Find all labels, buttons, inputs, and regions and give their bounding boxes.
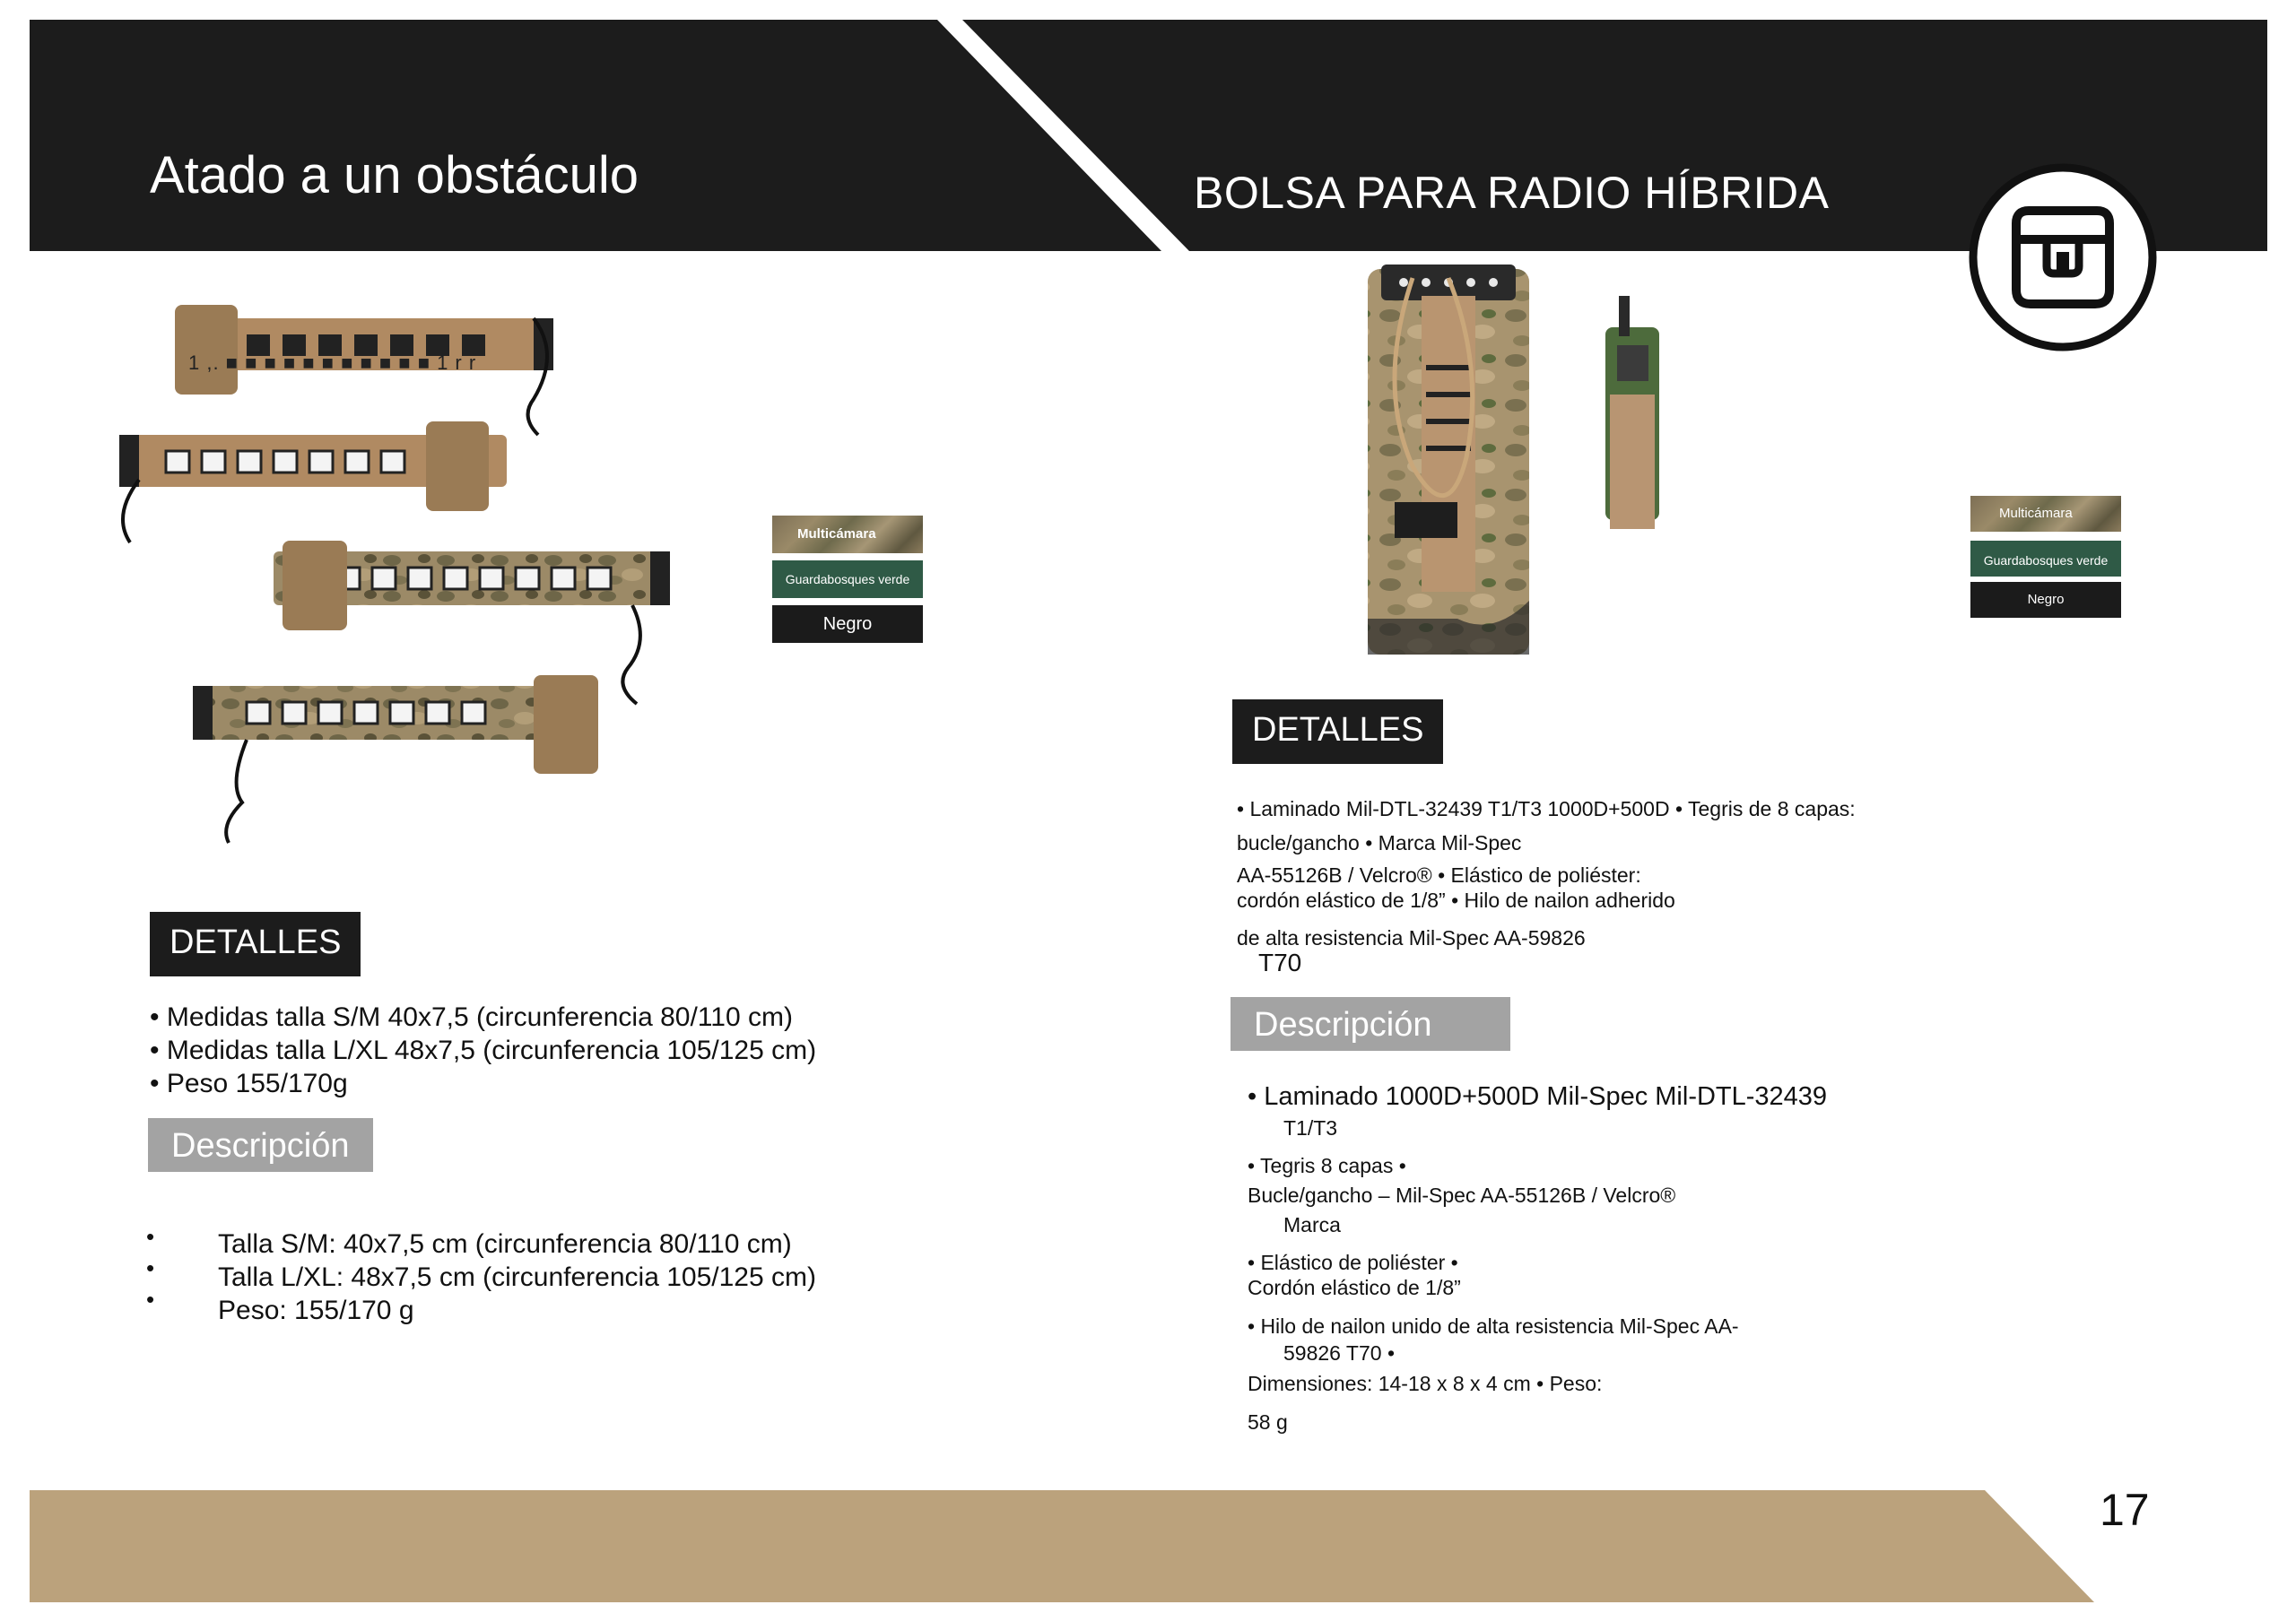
description-line: 59826 T70 •: [1283, 1341, 1396, 1365]
swatch-ranger-green[interactable]: Guardabosques verde: [1970, 541, 2121, 577]
swatch-black[interactable]: Negro: [772, 605, 923, 643]
bullet-dot: •: [146, 1223, 155, 1250]
details-line: • Peso 155/170g: [150, 1069, 348, 1098]
swatch-multicam[interactable]: Multicámara: [1970, 496, 2121, 532]
details-heading-right: DETALLES: [1232, 699, 1443, 764]
description-heading-left: Descripción: [148, 1118, 373, 1172]
page-title-right: BOLSA PARA RADIO HÍBRIDA: [1194, 168, 1830, 218]
description-line: T1/T3: [1283, 1116, 1338, 1140]
description-line: • Laminado 1000D+500D Mil-Spec Mil-DTL-32439: [1248, 1082, 1828, 1111]
description-heading-right: Descripción: [1231, 997, 1510, 1051]
pouch-icon: [1964, 159, 2161, 356]
bullet-dot: •: [146, 1286, 155, 1313]
bullet-dot: •: [146, 1254, 155, 1281]
description-line: Talla S/M: 40x7,5 cm (circunferencia 80/110 cm): [218, 1229, 792, 1259]
description-line: Dimensiones: 14-18 x 8 x 4 cm • Peso:: [1248, 1372, 1603, 1395]
description-line: • Tegris 8 capas •: [1248, 1154, 1406, 1177]
details-line: cordón elástico de 1/8” • Hilo de nailon adherido: [1237, 889, 1675, 912]
description-line: • Hilo de nailon unido de alta resistencia Mil-Spec AA-: [1248, 1314, 1739, 1338]
footer-band: [30, 1490, 2191, 1602]
details-line: • Laminado Mil-DTL-32439 T1/T3 1000D+500D • Tegris de 8 capas:: [1237, 797, 1856, 820]
details-line: T70: [1258, 949, 1302, 976]
details-line: • Medidas talla L/XL 48x7,5 (circunferencia 105/125 cm): [150, 1036, 817, 1065]
description-line: Marca: [1283, 1213, 1341, 1236]
details-line: • Medidas talla S/M 40x7,5 (circunferencia 80/110 cm): [150, 1002, 793, 1032]
header-banner: [30, 20, 2267, 251]
details-line: bucle/gancho • Marca Mil-Spec: [1237, 831, 1522, 854]
strap-product-image: [112, 300, 686, 856]
page-number: 17: [2100, 1485, 2150, 1535]
page-title-left: Atado a un obstáculo: [150, 146, 639, 204]
description-line: Bucle/gancho – Mil-Spec AA-55126B / Velcro®: [1248, 1184, 1676, 1207]
details-heading-left: DETALLES: [150, 912, 361, 976]
radio-pouch-product-image: [1314, 260, 1718, 690]
image-caption-text: 1 ,. ■ ■ ■ ■ ■ ■ ■ ■ ■ ■ ■ 1 r r: [188, 351, 477, 374]
description-line: Peso: 155/170 g: [218, 1296, 414, 1325]
description-line: Talla L/XL: 48x7,5 cm (circunferencia 105/125 cm): [218, 1262, 816, 1292]
swatch-ranger-green[interactable]: Guardabosques verde: [772, 560, 923, 598]
details-line: de alta resistencia Mil-Spec AA-59826: [1237, 926, 1586, 950]
swatch-black[interactable]: Negro: [1970, 582, 2121, 618]
description-line: • Elástico de poliéster •: [1248, 1251, 1458, 1274]
description-line: Cordón elástico de 1/8”: [1248, 1276, 1461, 1299]
details-line: AA-55126B / Velcro® • Elástico de poliéster:: [1237, 863, 1641, 887]
description-line: 58 g: [1248, 1410, 1288, 1434]
swatch-multicam[interactable]: Multicámara: [772, 516, 923, 553]
